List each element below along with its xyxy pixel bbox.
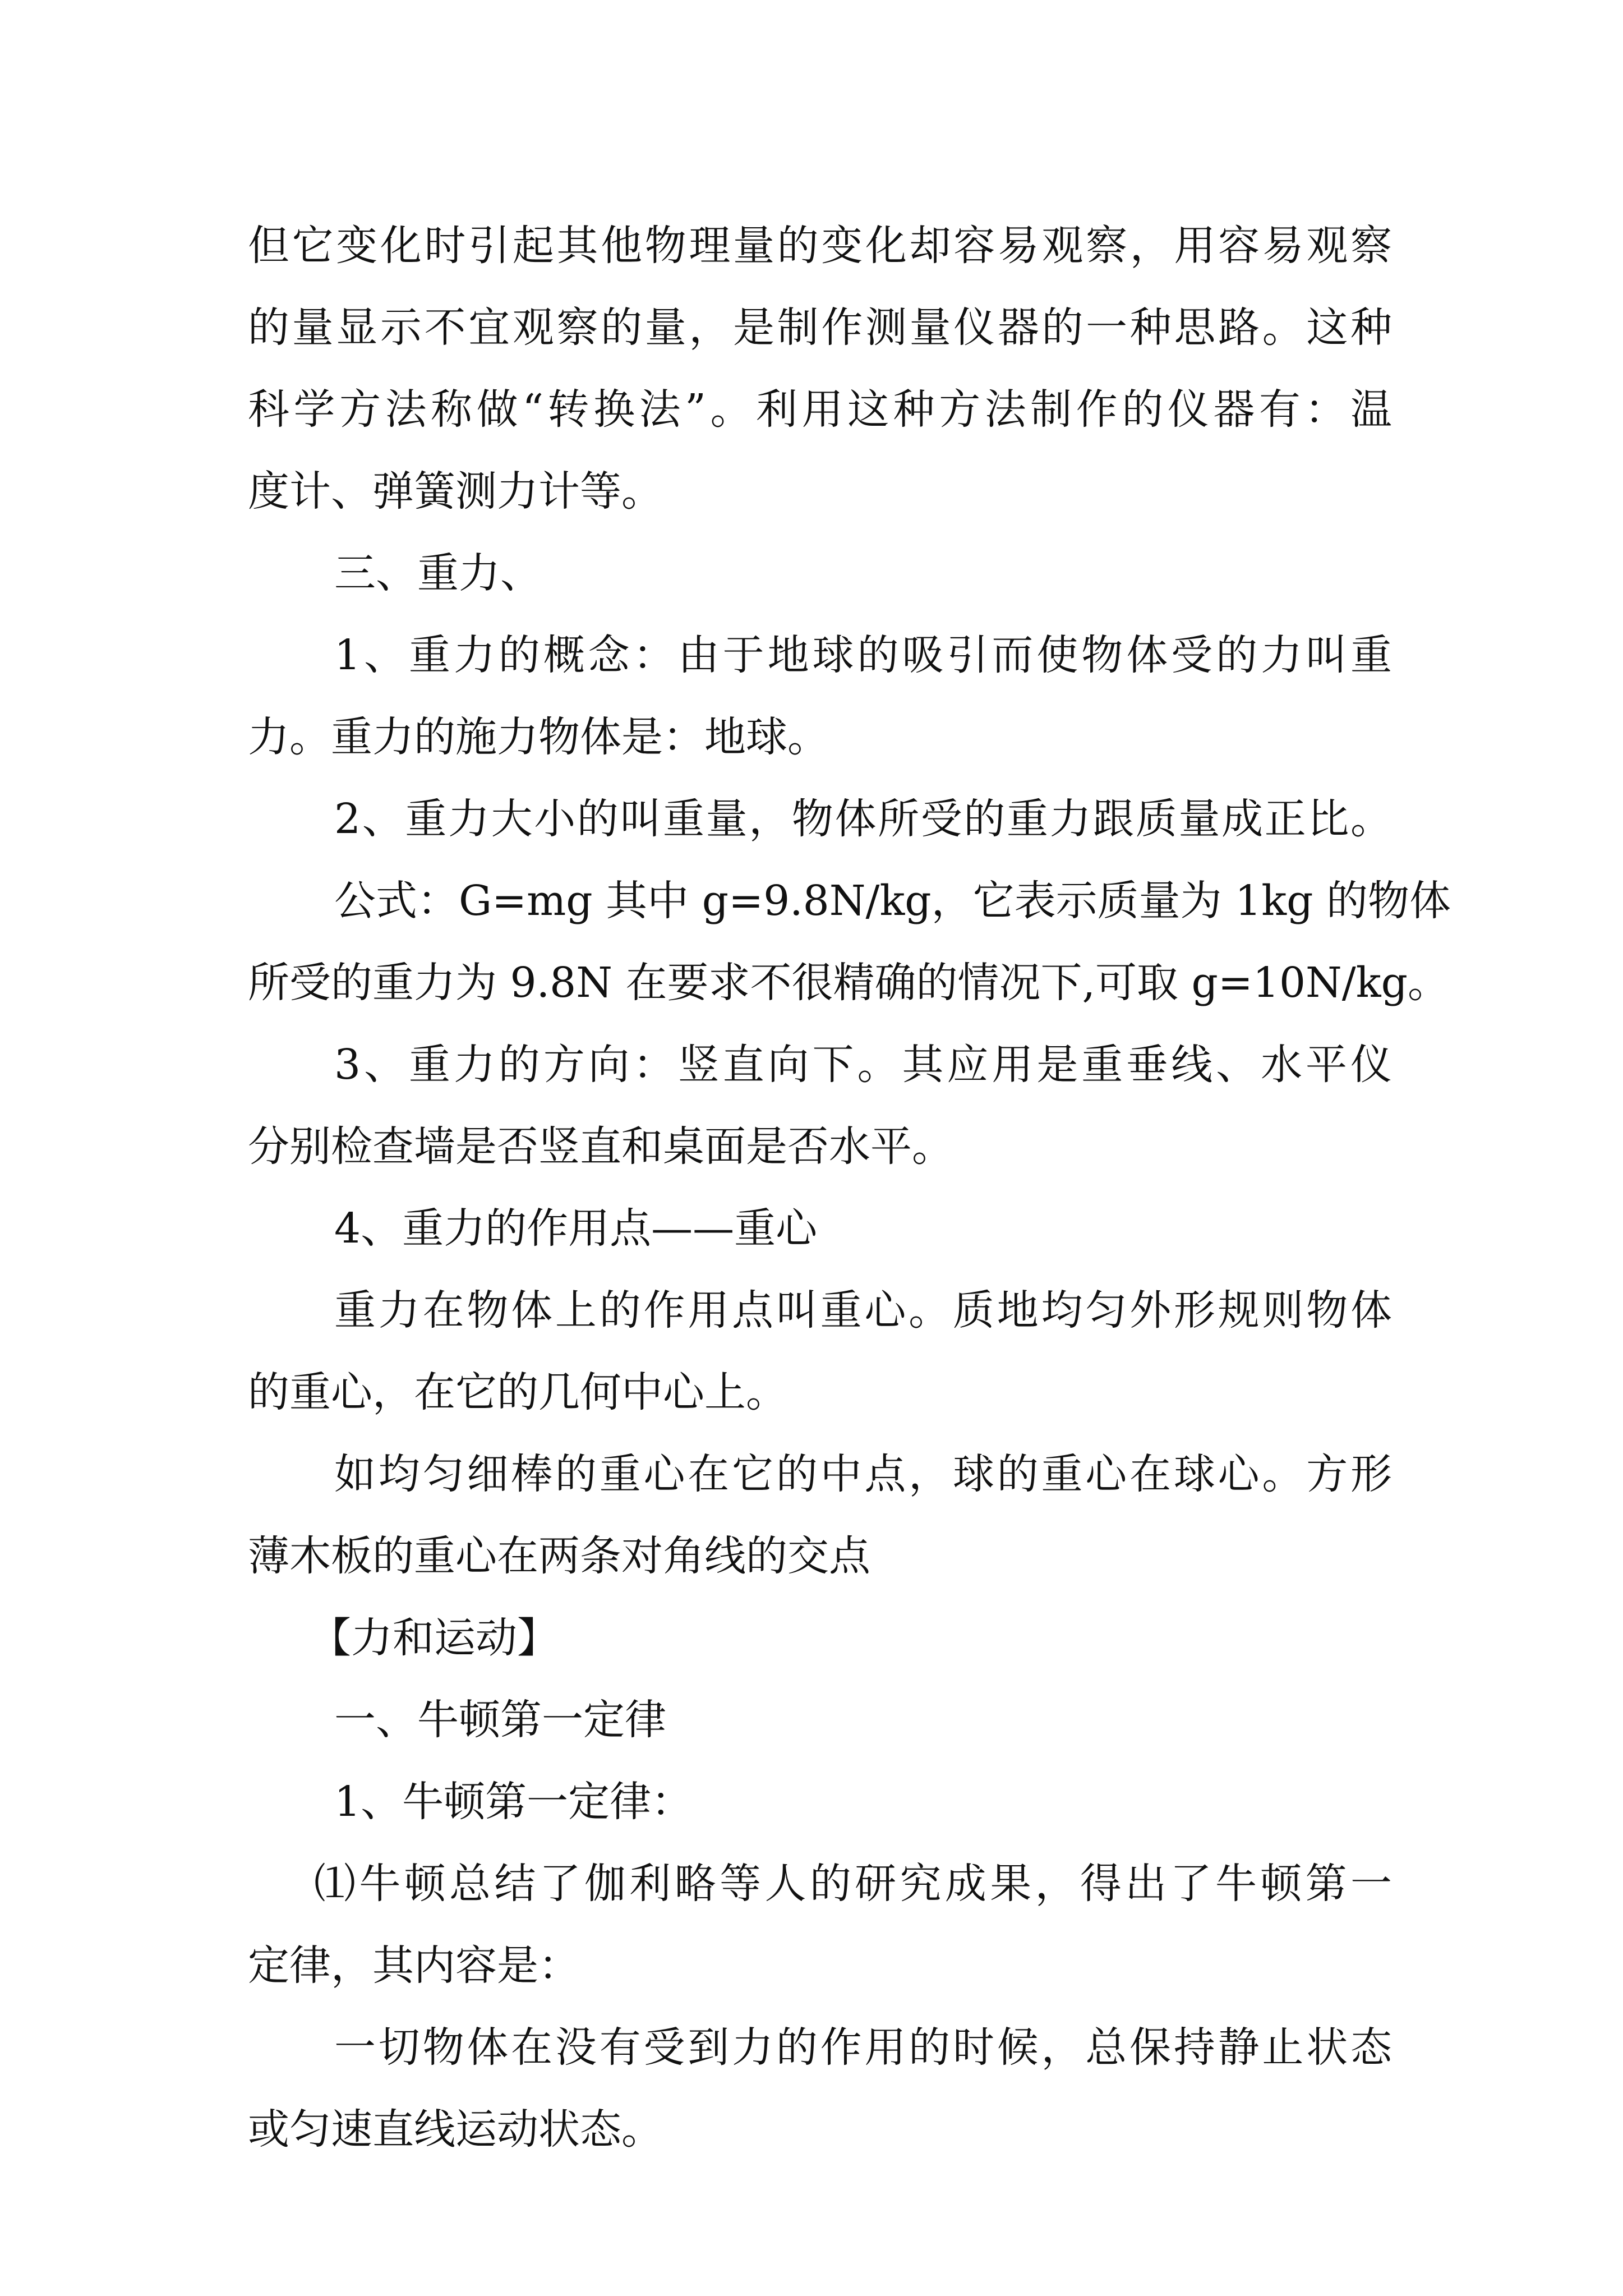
text-line: 2、重力大小的叫重量，物体所受的重力跟质量成正比。 bbox=[334, 795, 1392, 843]
formula-line: 公式：G=mg 其中 g=9.8N/kg，它表示质量为 1kg 的物体 bbox=[334, 877, 1451, 925]
text-line: 但它变化时引起其他物理量的变化却容易观察，用容易观察 bbox=[248, 222, 1392, 270]
text-line: 的量显示不宜观察的量，是制作测量仪器的一种思路。这种 bbox=[248, 303, 1392, 352]
subsection-heading: 1、牛顿第一定律： bbox=[334, 1778, 693, 1826]
text-line: 力。重力的施力物体是：地球。 bbox=[248, 713, 829, 761]
text-line: 重力在物体上的作用点叫重心。质地均匀外形规则物体 bbox=[334, 1286, 1392, 1335]
text-line: 3、重力的方向：竖直向下。其应用是重垂线、水平仪 bbox=[334, 1041, 1392, 1089]
text-line: 或匀速直线运动状态。 bbox=[248, 2105, 663, 2154]
subsection-heading: 4、重力的作用点——重心 bbox=[334, 1204, 818, 1253]
text-line: 定律，其内容是： bbox=[248, 1941, 580, 1990]
text-line: 的重心，在它的几何中心上。 bbox=[248, 1368, 787, 1416]
text-line: 薄木板的重心在两条对角线的交点 bbox=[248, 1532, 870, 1580]
text-line: 科学方法称做“转换法”。利用这种方法制作的仪器有：温 bbox=[248, 385, 1392, 434]
document-body bbox=[248, 205, 1451, 2170]
section-heading: 一、牛顿第一定律 bbox=[334, 1696, 666, 1744]
text-line: 一切物体在没有受到力的作用的时候，总保持静止状态 bbox=[334, 2023, 1392, 2072]
formula-line: 所受的重力为 9.8N 在要求不很精确的情况下,可取 g=10N/kg。 bbox=[248, 959, 1449, 1007]
text-line: 分别检查墙是否竖直和桌面是否水平。 bbox=[248, 1122, 953, 1171]
text-line: 度计、弹簧测力计等。 bbox=[248, 467, 663, 516]
chapter-heading: 【力和运动】 bbox=[310, 1614, 559, 1662]
text-line: 如均匀细棒的重心在它的中点，球的重心在球心。方形 bbox=[334, 1450, 1392, 1498]
text-line: ⑴牛顿总结了伽利略等人的研究成果，得出了牛顿第一 bbox=[314, 1860, 1392, 1908]
text-line: 1、重力的概念：由于地球的吸引而使物体受的力叫重 bbox=[334, 631, 1392, 679]
section-heading: 三、重力、 bbox=[334, 549, 542, 597]
